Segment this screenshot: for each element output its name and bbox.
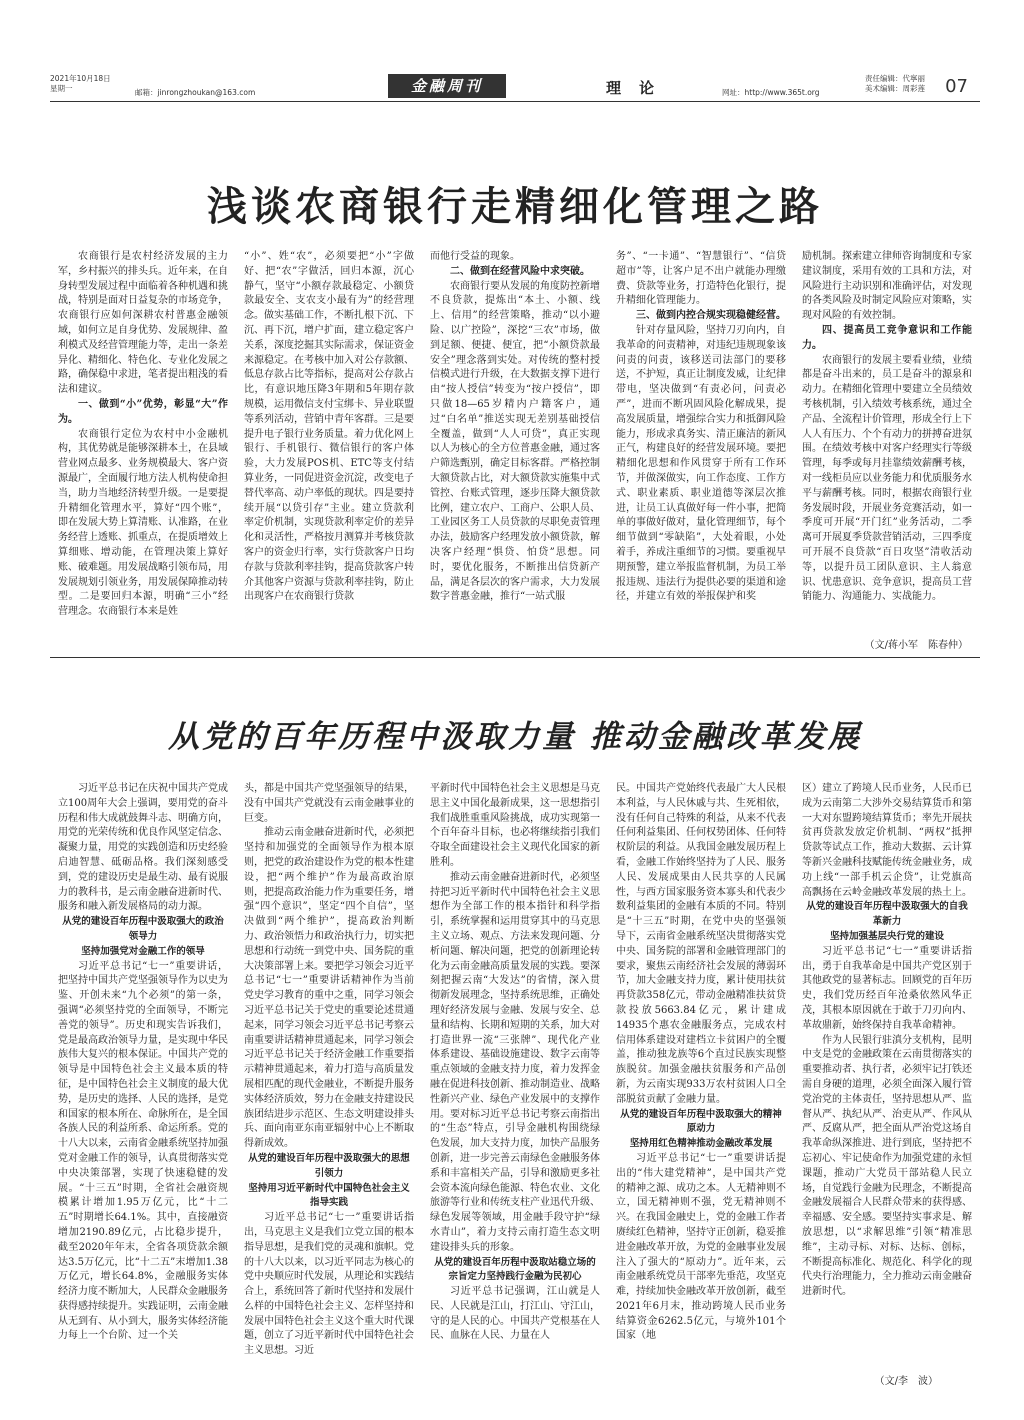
article2-byline: （文/李 波） bbox=[874, 1376, 938, 1387]
header-rule bbox=[50, 101, 980, 102]
subheading: 坚持加强基层央行党的建设 bbox=[829, 930, 944, 942]
paragraph: 作为人民银行驻滇分支机构，昆明中支是党的金融政策在云南贯彻落实的重要推动者、执行者，必须牢记打铁还需自身硬的道理，必须全面深入履行管党治党的主体责任，坚持思想从严、监督从严、执纪从严、治吏从严、作风从严、反腐从严，把全面从严治党这场自我革命纵深推进、进行到底，坚持把不忘初心、牢记使命作为加强党建的永恒课题，推动广大党员干部站稳人民立场，自觉践行金融为民理念，不断提高金融发展福合人民群众带来的获得感、幸福感、安全感。要坚持实事求是、解放思想，以“求解思维”引领“精准思维”，主动寻标、对标、达标、创标，不断提高标准化、规范化、科学化的现代央行治理能力，全力推动云南金融奋进新时代。 bbox=[802, 1034, 972, 1298]
paragraph: 农商银行是农村经济发展的主力军，乡村振兴的排头兵。近年来，在自身转型发展过程中面临着各种机遇和挑战，特别是面对日益复杂的市场竞争，农商银行应如何深耕农村普惠金融领域，如何立足自身优势、发展规律、盈利模式及经营管理能力等，走出一条差异化、精细化、特色化、专业化发展之路，确保稳中求进，笔者提出粗浅的看法和建议。 bbox=[58, 251, 228, 396]
paragraph: 三、做到内控合规实现稳健经营。 bbox=[636, 310, 786, 322]
article2-col bbox=[58, 782, 228, 1362]
website: 网址：http://www.365t.org bbox=[722, 88, 820, 97]
date-text: 2021年10月18日 bbox=[50, 74, 111, 83]
article2-body bbox=[58, 782, 972, 1362]
article1-title: 浅谈农商银行走精细化管理之路 bbox=[207, 182, 823, 230]
subheading: 从党的建设百年历程中汲取强大的精神原动力 bbox=[620, 1108, 782, 1135]
paragraph: 四、提高员工竞争意识和工作能力。 bbox=[802, 324, 972, 351]
article1-col bbox=[244, 250, 414, 628]
article2-col bbox=[244, 782, 414, 1362]
subheading: 坚持用习近平新时代中国特色社会主义指导实践 bbox=[248, 1182, 410, 1209]
issue-date bbox=[50, 74, 111, 94]
editors bbox=[865, 74, 925, 94]
paragraph: 推动云南金融奋进新时代，必须把坚持和加强党的全面领导作为根本原则，把党的政治建设作为党的根本性建设，把“两个维护”作为最高政治原则，把提高政治能力作为重要任务，增强“四个意识”，坚定“四个自信”，坚决做到“两个维护”，提高政治判断力、政治领悟力和政治执行力，切实把思想和行动统一到党中央、国务院的重大决策部署上来。要把学习领会习近平总书记“七一”重要讲话精神作为当前党史学习教育的重中之重，同学习领会习近平总书记关于党史的重要论述贯通起来，同学习领会习近平总书记考察云南重要讲话精神贯通起来，同学习领会习近平总书记关于经济金融工作重要指示精神贯通起来，着力打造与高质量发展相匹配的现代金融业，不断提升服务实体经济质效，努力在金融支持建设民族团结进步示范区、生态文明建设排头兵、面向南亚东南亚辐射中心上不断取得新成效。 bbox=[244, 827, 414, 1150]
paragraph: 务”、“一卡通”、“智慧银行”、“信贷超市”等，让客户足不出户就能办理缴费、贷款等业务，打造特色化银行，提升精细化管理能力。 bbox=[616, 251, 786, 307]
paragraph: 头，都是中国共产党坚强领导的结果，没有中国共产党就没有云南金融事业的巨变。 bbox=[244, 783, 414, 824]
article1-body bbox=[58, 250, 972, 628]
article1-col bbox=[616, 250, 786, 628]
paragraph: 习近平总书记“七一”重要讲话指出，马克思主义是我们立党立国的根本指导思想，是我们党的灵魂和旗帜。党的十八大以来，以习近平同志为核心的党中央顺应时代发展，从理论和实践结合上，系统回答了新时代坚持和发展什么样的中国特色社会主义、怎样坚持和发展中国特色社会主义这个重大时代课题，创立了习近平新时代中国特色社会主义思想。习近 bbox=[244, 1212, 414, 1357]
subheading: 从党的建设百年历程中汲取强大的自我革新力 bbox=[806, 901, 968, 928]
article1-col bbox=[430, 250, 600, 628]
article2-title: 从党的百年历程中汲取力量 推动金融改革发展 bbox=[168, 718, 862, 755]
subheading: 坚持加强党对金融工作的领导 bbox=[81, 945, 205, 957]
paragraph: “小”、姓“农”，必须要把“小”字做好、把“农”字做活，回归本源，沉心静气，坚守“小额存款最稳定、小额贷款最安全、支农支小最有为”的经营理念。做实基础工作，不断扎根下沉、下沉、再下沉，增户扩面，建立稳定客户关系，深度挖掘其实际需求，保证资金来源稳定。在考核中加入对公存款额、低息存款占比等指标，提高对公存款占比，有意识地压降3年期和5年期存款规模，运用微信支付宝绑卡、异业联盟等系列活动，营销中青年客群。三是要提升电子银行业务质量。着力优化网上银行、手机银行、微信银行的客户体验，大力发展POS机、ETC等支付结算业务，一同促进资金沉淀，改变电子替代率高、动户率低的现状。四是要持续开展“以贷引存”主业。建立贷款利率定价机制，实现贷款利率定价的差异化和灵活性，严格按月测算并考核贷款客户的资金归行率，实行贷款客户日均存款与贷款利率挂钩，提高贷款客户转介其他客户资源与贷款利率挂钩，防止出现客户在农商银行贷款 bbox=[244, 251, 414, 603]
paragraph: 区）建立了跨境人民币业务，人民币已成为云南第二大涉外交易结算货币和第一大对东盟跨境结算货币；率先开展扶贫再贷款发放定价机制、“两权”抵押贷款等试点工作，推动大数据、云计算等新兴金融科技赋能传统金融业务，成功上线“一部手机云企贷”，让党旗高高飘扬在云岭金融改革发展的热土上。 bbox=[802, 783, 972, 898]
page-header bbox=[50, 74, 980, 100]
editor-text: 责任编辑：代寧丽 bbox=[865, 74, 925, 83]
paragraph: 推动云南金融奋进新时代，必须坚持把习近平新时代中国特色社会主义思想作为全部工作的根本指针和科学指引，系统掌握和运用贯穿其中的马克思主义立场、观点、方法来发现问题、分析问题、解决问题，把党的创新理论转化为云南金融高质量发展的实践。要深刻把握云南“大发达”的省情，深入贯彻新发展理念，坚持系统思维，正确处理好经济发展与金融、发展与安全、总量和结构、长期和短期的关系，加大对打造世界一流“三张牌”、现代化产业体系建设、基础设施建设、数字云南等重点领域的金融支持力度，着力发挥金融在促进科技创新、推动制造业、战略性新兴产业、绿色产业发展中的支撑作用。要对标习近平总书记考察云南指出的“生态”特点，引导金融机构围绕绿色发展，加大支持力度，加快产品服务创新，进一步完善云南绿色金融服务体系和丰富相关产品，引导和激励更多社会资本流向绿色能源、特色农业、文化旅游等行业和传统支柱产业迅代升级、绿色发展等领域，用金融手段守护“绿水青山”，着力支持云南打造生态文明建设排头兵的形象。 bbox=[430, 871, 600, 1253]
paragraph: 一、做到“小”优势，彰显“大”作为。 bbox=[58, 398, 228, 425]
article1-col bbox=[58, 250, 228, 628]
paragraph: 而他行受益的现象。 bbox=[430, 251, 520, 262]
paragraph: 二、做到在经营风险中求突破。 bbox=[450, 265, 590, 277]
article2-col bbox=[430, 782, 600, 1362]
page-number: 07 bbox=[945, 76, 968, 97]
paragraph: 励机制。探索建立律师咨询制度和专家建议制度，采用有效的工具和方法，对风险进行主动识别和准确评估，对发现的各类风险及时制定风险应对策略，实现对风险的有效控制。 bbox=[802, 251, 972, 322]
subheading: 从党的建设百年历程中汲取强大的思想引领力 bbox=[248, 1152, 410, 1179]
paragraph: 习近平总书记“七一”重要讲话提出的“伟大建党精神”，是中国共产党的精神之源、成功之本。人无精神则不立，国无精神则不强，党无精神则不兴。在我国金融史上，党的金融工作者赓续红色精神，坚持守正创新，稳妥推进金融改革开放，为党的金融事业发展注入了强大的“原动力”。近年来，云南金融系统党员干部率先垂范，攻坚克难，持续加快金融改革开放创新，截至2021年6月末，推动跨境人民币业务结算资金6262.5亿元，与境外101个国家（地 bbox=[616, 1152, 786, 1342]
article-divider bbox=[50, 657, 980, 658]
subheading: 从党的建设百年历程中汲取强大的政治领导力 bbox=[62, 916, 224, 942]
weekday-text: 星期一 bbox=[50, 84, 73, 93]
art-editor-text: 美术编辑：周彩莲 bbox=[865, 84, 925, 93]
masthead-banner: 金融周刊 bbox=[388, 74, 506, 98]
paragraph: 农商银行的发展主要看业绩，业绩都是奋斗出来的，员工是奋斗的源泉和动力。在精细化管理中要建立全员绩效考核机制，引入绩效考核系统，通过全产品、全流程计价管理，形成全行上下人人有压力、个个有动力的拼搏奋进氛围。在绩效考核中对客户经理实行等级管理，每季或每月挂靠绩效薪酬考核，对一线柜员应以业务能力和优质服务水平与薪酬考核。同时，根据农商银行业务发展时段，开展业务竞赛活动，如一季度可开展“开门红”业务活动，二季离可开展夏季贷款营销活动，三四季度可开展不良贷款“百日攻坚”清收活动等，以提升员工团队意识、主人翁意识、忧患意识、竞争意识，提高员工营销能力、沟通能力、实战能力。 bbox=[802, 354, 972, 603]
paragraph: 习近平总书记在庆祝中国共产党成立100周年大会上强调，要用党的奋斗历程和伟大成就鼓舞斗志、明确方向，用党的光荣传统和优良作风坚定信念、凝聚力量，用党的实践创造和历史经验启迪智慧、砥砺品格。我们深刻感受到，党的建设历史是最生动、最有说服力的教科书，是云南金融奋进新时代、服务和融入新发展格局的动力源。 bbox=[58, 783, 228, 913]
article1-byline: （文/蒋小军 陈春仲） bbox=[864, 640, 968, 651]
paragraph: 习近平总书记“七一”重要讲话指出，勇于自我革命是中国共产党区别于其他政党的显著标志。回顾党的百年历史，我们党历经百年沧桑依然风华正茂，其根本原因就在于敢于刀刃向内、革故鼎新，始终保持自我革命精神。 bbox=[802, 945, 972, 1031]
subheading: 从党的建设百年历程中汲取站稳立场的宗旨定力坚持践行金融为民初心 bbox=[434, 1256, 596, 1283]
paragraph: 习近平总书记强调，江山就是人民、人民就是江山，打江山、守江山，守的是人民的心。中国共产党根基在人民、血脉在人民、力量在人 bbox=[430, 1286, 600, 1342]
email: 邮箱：jinrongzhoukan@163.com bbox=[135, 88, 256, 97]
paragraph: 民。中国共产党始终代表最广大人民根本利益，与人民休戚与共、生死相依，没有任何自己特殊的利益，从来不代表任何利益集团、任何权势团体、任何特权阶层的利益。从我国金融发展历程上看，金融工作始终坚持为了人民、服务人民、发展成果由人民共享的人民属性，与西方国家服务资本寡头和代表少数利益集团的金融有本质的不同。特别是“十三五”时期，在党中央的坚强领导下，云南省金融系统坚决贯彻落实党中央、国务院的部署和金融管理部门的要求，聚焦云南经济社会发展的薄弱环节，加大金融支持力度，累计使用扶贫再贷款358亿元，带动金融精准扶贫贷款投放5663.84亿元，累计建成14935个惠农金融服务点，完成农村信用体系建设对建档立卡贫困户的全覆盖，推动独龙族等6个直过民族实现整族脱贫。加强金融扶贫服务和产品创新，为云南实现933万农村贫困人口全部脱贫贡献了金融力量。 bbox=[616, 783, 786, 1105]
paragraph: 平新时代中国特色社会主义思想是马克思主义中国化最新成果，这一思想指引我们战胜重重风险挑战，成功实现第一个百年奋斗目标，也必将继续指引我们夺取全面建设社会主义现代化国家的新胜利。 bbox=[430, 783, 600, 868]
paragraph: 针对存量风险，坚持刀刃向内，自我革命的问责精神，对违纪违规现象该问责的问责，该移送司法部门的要移送，不护短，真正让制度发威，让纪律带电，坚决做到“有责必问，问责必严”，进而不断巩固风险化解成果，提高发展质量，增强综合实力和抵御风险能力，形成求真务实、清正廉洁的新风正气，构建良好的经营发展环境。要把精细化思想和作风贯穿于所有工作环节，并做深做实，向工作态度、工作方式、职业素质、职业道德等深层次推进，让员工认真做好每一件小事，把简单的事做好做对，量化管理细节，每个细节做到“零缺陷”，大处着眼，小处着手，养成注重细节的习惯。要重视早期预警，建立举报监督机制，为员工举报违规、违法行为提供必要的渠道和途径，并建立有效的举报保护和奖 bbox=[616, 324, 786, 603]
article2-col bbox=[802, 782, 972, 1362]
section-name: 理论 bbox=[606, 79, 673, 97]
paragraph: 习近平总书记“七一”重要讲话，把坚持中国共产党坚强领导作为以史为鉴、开创未来“九个必须”的第一条，强调“必须坚持党的全面领导，不断完善党的领导”。历史和现实告诉我们，党是最高政治领导力量，是实现中华民族伟大复兴的根本保证。中国共产党的领导是中国特色社会主义最本质的特征，是中国特色社会主义制度的最大优势，是历史的选择、人民的选择，是党和国家的根本所在、命脉所在，是全国各族人民的利益所系、命运所系。党的十八大以来，云南省金融系统坚持加强党对金融工作的领导，认真贯彻落实党中央决策部署，实现了快速稳健的发展。“十三五”时期，全省社会融资规模累计增加1.95万亿元，比“十二五”时期增长64.1%。其中，直接融资增加2190.89亿元，占比稳步提升，截至2020年年末，全省各项贷款余额达3.5万亿元，比“十二五”末增加1.38万亿元，增长64.8%，金融服务实体经济力度不断加大，人民群众金融服务获得感持续提升。实践证明，云南金融从无到有、从小到大，服务实体经济能力每上一个台阶、过一个关 bbox=[58, 960, 228, 1342]
paragraph: 农商银行要从发展的角度防控新增不良贷款，提炼出“本土、小额、线上、信用”的经营策略，推动“以小避险、以广控险”，深挖“三农”市场，做到足额、便捷、便宜，把“小额贷款最安全”理念落到实处。对传统的整村授信模式进行升级，在大数据支撑下进行由“按人授信”转变为“按户授信”，即只做18—65岁精内户籍客户，通过“白名单”推送实现无差别基础授信全覆盖，做到“人人可贷”，真正实现以人为核心的全方位普惠金融，通过客户筛选甄别，确定目标客群。严格控制大额贷款占比，对大额贷款实施集中式管控、台账式管理，逐步压降大额贷款比例，建立农户、工商户、公职人员、工业园区务工人员贷款的尽职免责管理办法，鼓励客户经理发放小额贷款，解决客户经理“惧贷、怕贷”思想。同时，要优化服务，不断推出信贷新产品，满足各层次的客户需求，大力发展数字普惠金融，推行“一站式服 bbox=[430, 280, 600, 603]
paragraph: 农商银行定位为农村中小金融机构，其优势就是能够深耕本土，在县域营业网点最多、业务规模最大、客户资源最广，全面履行地方法人机构使命担当，助力当地经济转型升级。一是要提升精细化管理水平，算好“四个账”，即在发展大势上算清账、认准路，在业务经营上透账、抓重点，在提质增效上算细账、增动能，在管理决策上算好账、破难题。用发展战略引领布局，用发展规划引领业务，用发展保障推动转型。二是要回归本源，明确“三小”经营理念。农商银行本来是姓 bbox=[58, 428, 228, 618]
subheading: 坚持用红色精神推动金融改革发展 bbox=[629, 1138, 773, 1150]
article2-col bbox=[616, 782, 786, 1362]
article1-col bbox=[802, 250, 972, 628]
